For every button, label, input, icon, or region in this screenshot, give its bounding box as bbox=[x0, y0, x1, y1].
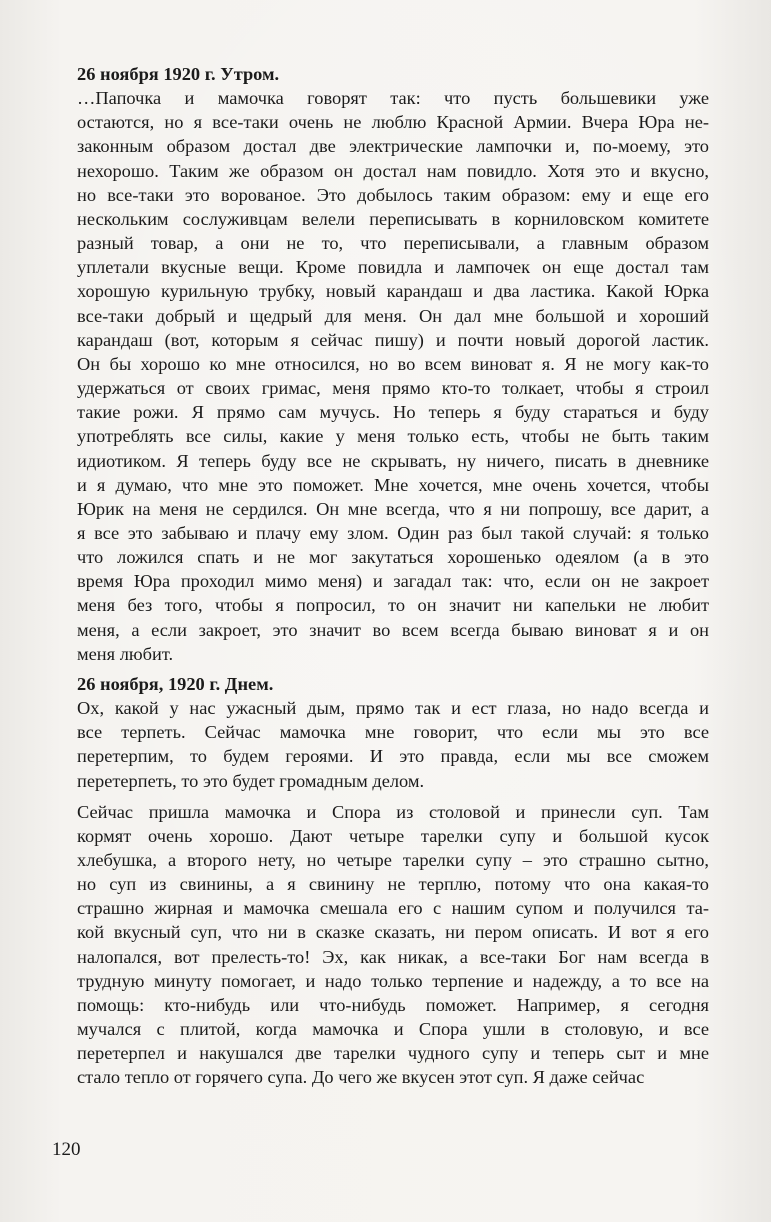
text-line: стало тепло от горячего супа. До чего же вкусен этот суп. Я даже сейчас bbox=[77, 1067, 645, 1088]
text-line: удержаться от своих гримас, меня прямо кто-то толкает, чтобы я строил bbox=[77, 378, 709, 399]
text-line: кормят очень хорошо. Дают четыре тарелки супу и большой кусок bbox=[77, 825, 709, 846]
text-line: перетерпел и накушался две тарелки чудного супу и теперь сыт и мне bbox=[77, 1043, 709, 1064]
text-line: меня, а если закроет, это значит во всем всегда бываю виноват я и он bbox=[77, 619, 709, 640]
entry-heading: 26 ноября 1920 г. Утром. bbox=[77, 64, 280, 84]
text-line: мучался с плитой, когда мамочка и Спора ушли в столовую, и все bbox=[77, 1019, 709, 1040]
text-line: что ложился спать и не мог закутаться хорошенько одеялом (а в это bbox=[77, 547, 709, 568]
text-line: такие рожи. Я прямо сам мучусь. Но теперь я буду стараться и буду bbox=[77, 402, 709, 423]
text-line: трудную минуту помогает, и надо только терпение и надежду, а то все на bbox=[77, 970, 709, 991]
text-line: идиотиком. Я теперь буду все не скрывать, ну ничего, писать в дневнике bbox=[77, 450, 709, 471]
paragraph bbox=[77, 86, 709, 666]
text-line: Он бы хорошо ко мне относился, но во всем виноват я. Я не могу как-то bbox=[77, 353, 709, 374]
text-line: Ох, какой у нас ужасный дым, прямо так и ест глаза, но надо всегда и bbox=[77, 698, 709, 719]
text-line: я все это забываю и плачу ему злом. Один раз был такой случай: я только bbox=[77, 522, 709, 543]
text-line: хлебушка, а второго нету, но четыре тарелки супу – это страшно сытно, bbox=[77, 850, 709, 870]
text-line: перетерпеть, то это будет громадным делом. bbox=[77, 770, 425, 791]
text-line: употреблять все силы, какие у меня только есть, чтобы не быть таким bbox=[77, 426, 709, 447]
paragraph bbox=[77, 696, 709, 793]
text-line: все-таки добрый и щедрый для меня. Он дал мне большой и хороший bbox=[77, 305, 709, 326]
text-line: но суп из свинины, а я свинину не терплю, потому что она какая-то bbox=[77, 874, 709, 895]
text-line: и я думаю, что мне это поможет. Мне хочется, мне очень хочется, чтобы bbox=[77, 474, 709, 495]
text-line: нескольким сослуживцам велели переписывать в корниловском комитете bbox=[77, 208, 709, 229]
text-line: страшно жирная и мамочка смешала его с нашим супом и получился та- bbox=[77, 898, 709, 919]
paragraph bbox=[77, 800, 709, 1090]
entry-heading: 26 ноября, 1920 г. Днем. bbox=[77, 673, 274, 694]
text-line: законным образом достал две электрические лампочки и, по-моему, это bbox=[77, 136, 709, 157]
text-line: перетерпим, то будем героями. И это правда, если мы все сможем bbox=[77, 746, 709, 767]
text-line: кой вкусный суп, что ни в сказке сказать, ни пером описать. И вот я его bbox=[77, 922, 709, 943]
text-line: Сейчас пришла мамочка и Спора из столовой и принесли суп. Там bbox=[77, 801, 709, 822]
text-line: хорошую курильную трубку, новый карандаш и два ластика. Какой Юрка bbox=[77, 281, 709, 302]
text-line: меня любит. bbox=[77, 643, 174, 664]
text-line: остаются, но я все-таки очень не люблю Красной Армии. Вчера Юра не- bbox=[77, 112, 709, 133]
page-text bbox=[77, 62, 709, 1090]
text-line: Юрик на меня не сердился. Он мне всегда, что я ни попрошу, все дарит, а bbox=[77, 498, 709, 519]
text-line: нехорошо. Таким же образом он достал нам повидло. Хотя это и вкусно, bbox=[77, 160, 709, 181]
text-line: меня без того, чтобы я попросил, то он значит ни капельки не любит bbox=[77, 595, 709, 616]
text-line: но все-таки это ворованое. Это добылось таким образом: ему и еще его bbox=[77, 184, 709, 205]
text-line: уплетали вкусные вещи. Кроме повидла и лампочек он еще достал там bbox=[77, 257, 709, 278]
text-line: налопался, вот прелесть-то! Эх, как никак, а все-таки Бог нам всегда в bbox=[77, 946, 709, 967]
text-line: все терпеть. Сейчас мамочка мне говорит, что если мы это все bbox=[77, 722, 709, 743]
text-line: карандаш (вот, которым я сейчас пишу) и почти новый дорогой ластик. bbox=[77, 329, 709, 350]
text-line: разный товар, а они не то, что переписывали, а главным образом bbox=[77, 233, 709, 254]
text-line: помощь: кто-нибудь или что-нибудь поможет. Например, я сегодня bbox=[77, 994, 709, 1015]
text-line: …Папочка и мамочка говорят так: что пусть большевики уже bbox=[77, 88, 709, 109]
text-line: время Юра проходил мимо меня) и загадал так: что, если он не закроет bbox=[77, 571, 709, 592]
page-number: 120 bbox=[52, 1139, 81, 1160]
